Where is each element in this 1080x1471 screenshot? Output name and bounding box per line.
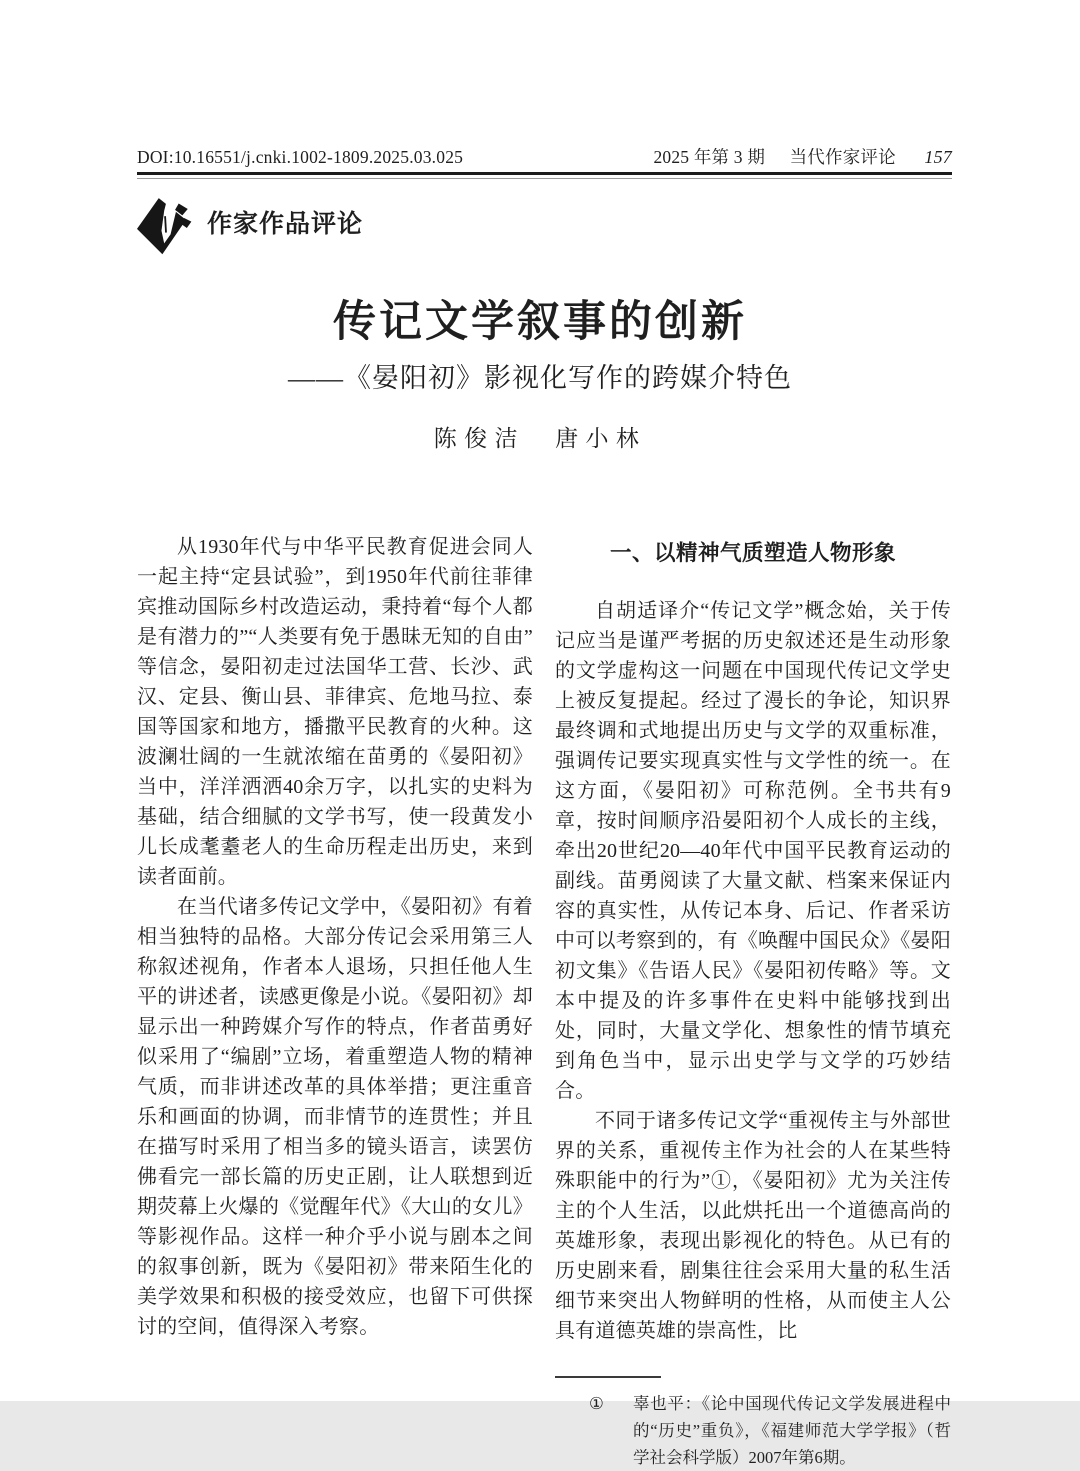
footnote-text: 辜也平：《论中国现代传记文学发展进程中的“历史”重负》，《福建师范大学学报》（哲学社会科学版）2007年第6期。 <box>633 1394 951 1467</box>
article-body <box>137 532 951 1471</box>
article-title: 传记文学叙事的创新 <box>333 299 747 346</box>
right-column <box>555 532 951 1471</box>
header-rule <box>137 172 952 175</box>
journal-info <box>653 144 952 169</box>
paragraph: 从1930年代与中华平民教育促进会同人一起主持“定县试验”，到1950年代前往菲律宾推动国际乡村改造运动，秉持着“每个人都是有潜力的”“人类要有免于愚昧无知的自由”等信念，晏阳初走过法国华工营、长沙、武汉、定县、衡山县、菲律宾、危地马拉、泰国等国家和地方，播撒平民教育的火种。这波澜壮阔的一生就浓缩在苗勇的《晏阳初》当中，洋洋洒洒40余万字，以扎实的史料为基础，结合细腻的文学书写，使一段黄发小儿长成耄耋老人的生命历程走出历史，来到读者面前。 <box>137 536 533 888</box>
footnote-divider <box>555 1376 661 1378</box>
authors: 陈俊洁 唐小林 <box>433 426 647 451</box>
section-heading: 一、以精神气质塑造人物形象 <box>609 541 896 565</box>
issue-text: 2025 年第 3 期 <box>653 147 766 167</box>
paragraph: 在当代诸多传记文学中，《晏阳初》有着相当独特的品格。大部分传记会采用第三人称叙述视角，作者本人退场，只担任他人生平的讲述者，读感更像是小说。《晏阳初》却显示出一种跨媒介写作的特点，作者苗勇好似采用了“编剧”立场，着重塑造人物的精神气质，而非讲述改革的具体举措；更注重音乐和画面的协调，而非情节的连贯性；并且在描写时采用了相当多的镜头语言，读罢仿佛看完一部长篇的历史正剧，让人联想到近期荧幕上火爆的《觉醒年代》《大山的女儿》等影视作品。这样一种介乎小说与剧本之间的叙事创新，既为《晏阳初》带来陌生化的美学效果和积极的接受效应，也留下可供探讨的空间，值得深入考察。 <box>137 896 533 1338</box>
article-subtitle: ——《晏阳初》影视化写作的跨媒介特色 <box>288 363 792 393</box>
pen-diamond-logo-icon <box>137 196 195 260</box>
column-brand <box>137 196 363 260</box>
doi-text: DOI:10.16551/j.cnki.1002-1809.2025.03.025 <box>137 147 464 167</box>
page-header <box>137 144 952 169</box>
left-column <box>137 532 533 1471</box>
footnote-body <box>555 1390 951 1471</box>
paragraph: 自胡适译介“传记文学”概念始，关于传记应当是谨严考据的历史叙述还是生动形象的文学虚构这一问题在中国现代传记文学史上被反复提起。经过了漫长的争论，知识界最终调和式地提出历史与文学的双重标准，强调传记要实现真实性与文学性的统一。在这方面，《晏阳初》可称范例。全书共有9章，按时间顺序沿晏阳初个人成长的主线，牵出20世纪20—40年代中国平民教育运动的副线。苗勇阅读了大量文献、档案来保证内容的真实性，从传记本身、后记、作者采访中可以考察到的，有《唤醒中国民众》《晏阳初文集》《告语人民》《晏阳初传略》等。文本中提及的许多事件在史料中能够找到出处，同时，大量文学化、想象性的情节填充到角色当中，显示出史学与文学的巧妙结合。 <box>555 600 951 1102</box>
page-number: 157 <box>924 147 952 167</box>
column-label: 作家作品评论 <box>207 210 364 238</box>
paragraph: 不同于诸多传记文学“重视传主与外部世界的关系，重视传主作为社会的人在某些特殊职能中的行为”①，《晏阳初》尤为关注传主的个人生活，以此烘托出一个道德高尚的英雄形象，表现出影视化的特色。从已有的历史剧来看，剧集往往会采用大量的私生活细节来突出人物鲜明的性格，从而使主人公具有道德英雄的崇高性，比 <box>555 1110 951 1342</box>
journal-name: 当代作家评论 <box>789 147 896 167</box>
footnote-marker: ① <box>589 1394 604 1413</box>
footnote <box>555 1376 951 1471</box>
